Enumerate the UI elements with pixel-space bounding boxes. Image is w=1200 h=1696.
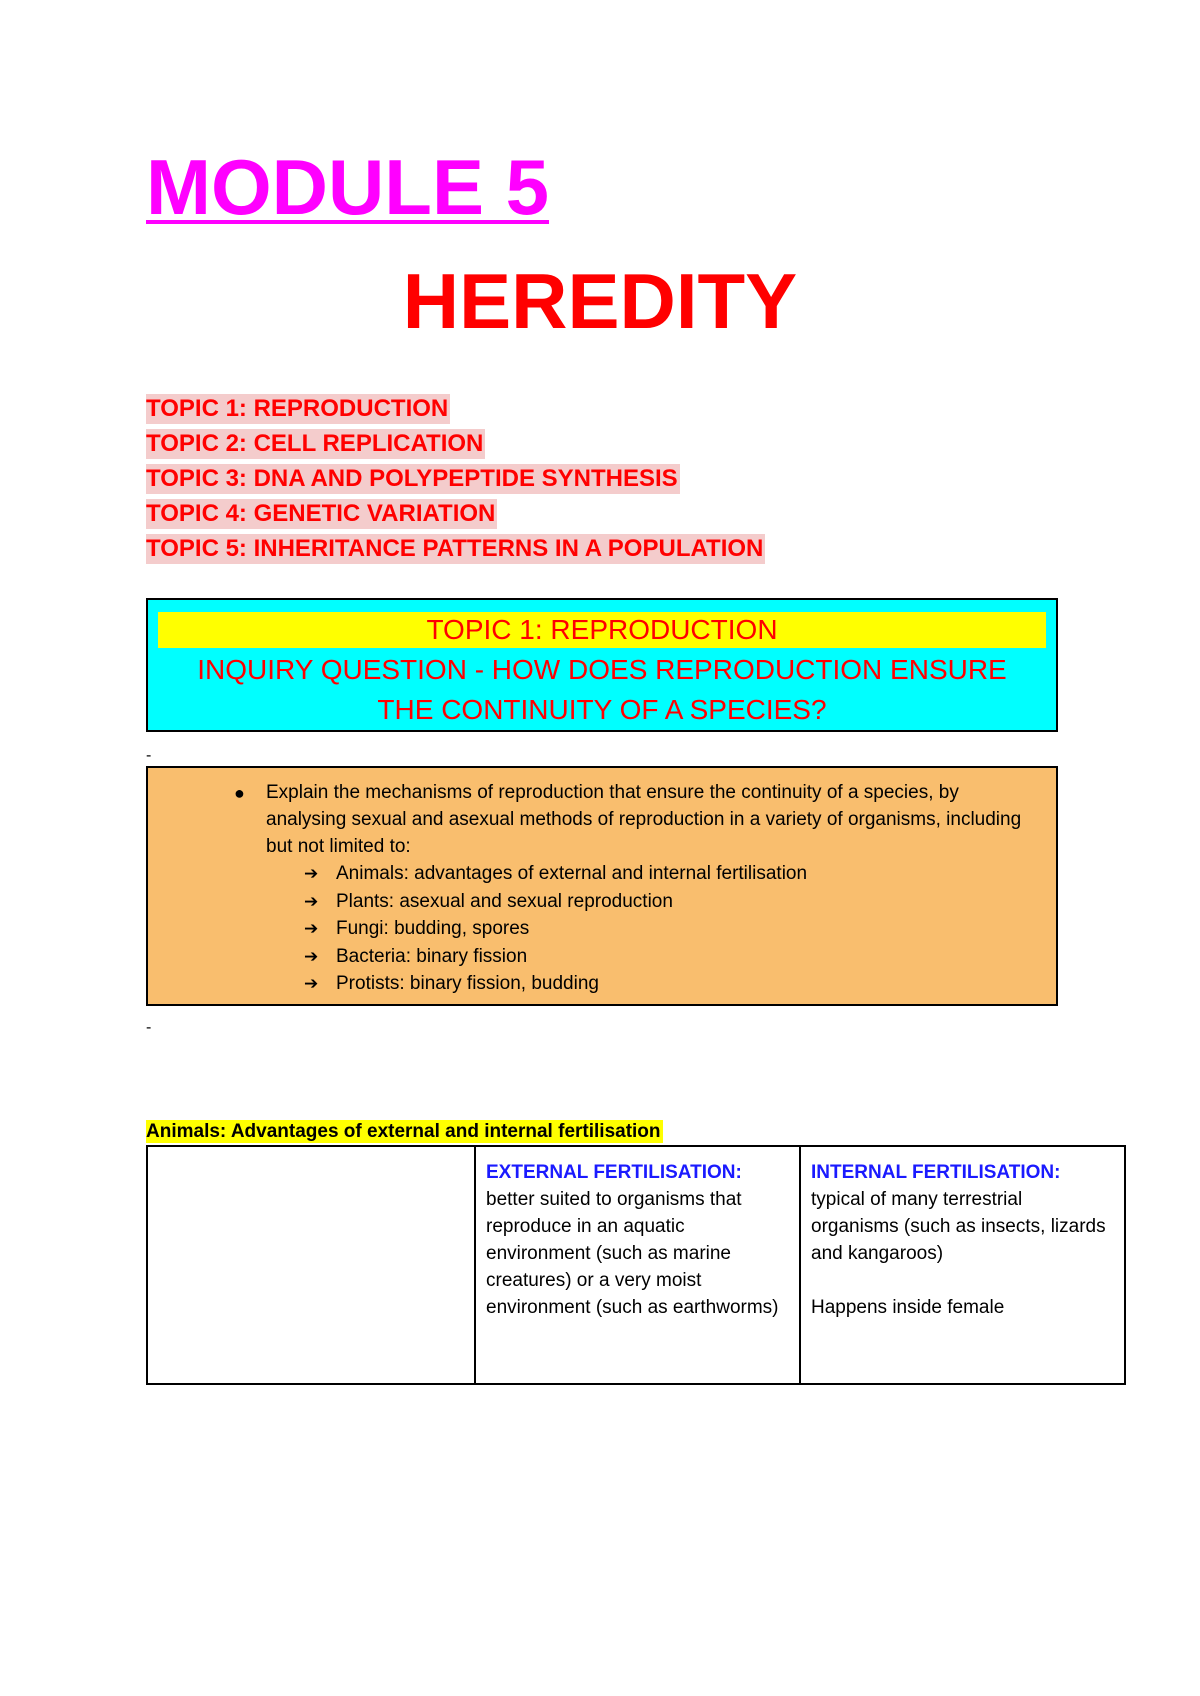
syllabus-main-point: Explain the mechanisms of reproduction that ensure the continuity of a species, by analysing sexual and asexual methods of reproduction in a variety of organisms, including but not limited to:: [266, 782, 1022, 857]
module-title: MODULE 5: [146, 143, 550, 231]
internal-fertilisation-title: INTERNAL FERTILISATION:: [811, 1162, 1061, 1183]
cell-spacer: [811, 1267, 1114, 1294]
arrow-right-icon: ➔: [304, 919, 319, 938]
syllabus-sub-points: [304, 860, 807, 998]
topic-item: [146, 464, 765, 499]
syllabus-box: [146, 766, 1058, 1006]
fertilisation-heading: Animals: Advantages of external and internal fertilisation: [146, 1121, 661, 1142]
table-cell-internal: [800, 1146, 1125, 1384]
syllabus-sub-item: [304, 943, 807, 971]
inquiry-box: [146, 598, 1058, 732]
separator-dash: -: [146, 1019, 152, 1036]
inquiry-question-line: THE CONTINUITY OF A SPECIES?: [377, 694, 827, 725]
arrow-right-icon: ➔: [304, 946, 319, 966]
topic-list: [146, 394, 765, 569]
arrow-right-icon: ➔: [304, 864, 319, 883]
main-title: HEREDITY: [402, 257, 798, 345]
syllabus-sub-text: Plants: asexual and sexual reproduction: [336, 890, 673, 912]
external-fertilisation-title: EXTERNAL FERTILISATION:: [486, 1162, 742, 1183]
syllabus-sub-item: [304, 860, 807, 888]
internal-fertilisation-text: typical of many terrestrial organisms (such as insects, lizards and kangaroos): [811, 1189, 1106, 1264]
topic-item: [146, 499, 765, 534]
topic-item: [146, 429, 765, 464]
fertilisation-table: [146, 1145, 1126, 1385]
topic-label: TOPIC 2: CELL REPLICATION: [146, 430, 484, 457]
table-cell-external: [475, 1146, 800, 1384]
inquiry-question: [154, 650, 1050, 730]
topic-item: [146, 534, 765, 569]
syllabus-sub-text: Fungi: budding, spores: [336, 918, 530, 939]
syllabus-sub-text: Animals: advantages of external and internal fertilisation: [336, 863, 808, 884]
external-fertilisation-text: better suited to organisms that reproduce in an aquatic environment (such as marine creatures) or a very moist environment (such as earthworms): [486, 1189, 779, 1318]
syllabus-sub-item: [304, 915, 807, 943]
bullet-icon: ●: [234, 783, 245, 803]
inquiry-question-line: INQUIRY QUESTION - HOW DOES REPRODUCTION ENSURE: [197, 654, 1007, 685]
syllabus-sub-text: Bacteria: binary fission: [336, 945, 528, 967]
inquiry-topic-title: TOPIC 1: REPRODUCTION: [158, 612, 1046, 648]
topic-label: TOPIC 1: REPRODUCTION: [146, 395, 449, 422]
arrow-right-icon: ➔: [304, 891, 319, 911]
syllabus-sub-text: Protists: binary fission, budding: [336, 973, 599, 994]
internal-fertilisation-note: Happens inside female: [811, 1297, 1005, 1318]
table-cell-empty: [147, 1146, 475, 1384]
topic-label: TOPIC 3: DNA AND POLYPEPTIDE SYNTHESIS: [146, 465, 678, 492]
topic-label: TOPIC 5: INHERITANCE PATTERNS IN A POPULATION: [146, 535, 764, 562]
table-row: [147, 1146, 1125, 1384]
separator-dash: -: [146, 747, 152, 764]
topic-label: TOPIC 4: GENETIC VARIATION: [146, 500, 496, 527]
arrow-right-icon: ➔: [304, 974, 319, 993]
syllabus-sub-item: [304, 888, 807, 916]
syllabus-sub-item: [304, 970, 807, 998]
topic-item: [146, 394, 765, 429]
